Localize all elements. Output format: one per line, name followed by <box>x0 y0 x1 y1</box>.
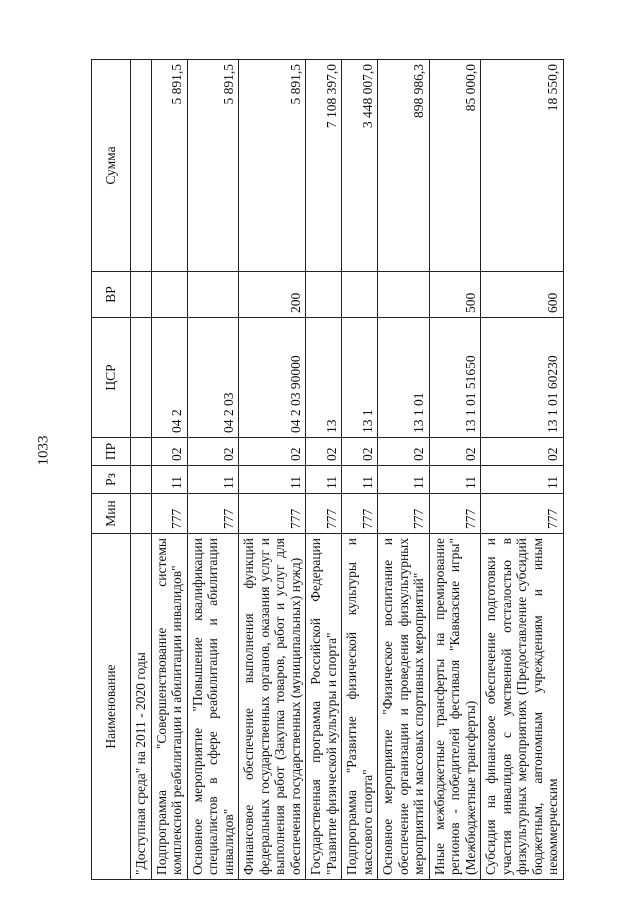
table-row <box>306 60 342 880</box>
row-vr <box>131 272 152 318</box>
row-pr: 02 <box>342 438 378 466</box>
row-csr <box>131 318 152 438</box>
row-sum <box>131 60 152 272</box>
row-rz: 11 <box>151 466 187 494</box>
row-pr <box>131 438 152 466</box>
row-rz: 11 <box>187 466 239 494</box>
row-rz: 11 <box>306 466 342 494</box>
budget-table <box>91 59 564 880</box>
row-sum: 5 891,5 <box>187 60 239 272</box>
table-row <box>239 60 306 880</box>
table-row <box>151 60 187 880</box>
row-rz: 11 <box>378 466 430 494</box>
header-min: Мин <box>92 494 131 534</box>
table-row <box>131 60 152 880</box>
table-row <box>378 60 430 880</box>
header-csr: ЦСР <box>92 318 131 438</box>
row-sum: 3 448 007,0 <box>342 60 378 272</box>
page-number: 1033 <box>35 435 52 466</box>
row-csr: 04 2 03 90000 <box>239 318 306 438</box>
row-vr <box>306 272 342 318</box>
row-pr: 02 <box>378 438 430 466</box>
row-csr: 13 1 01 <box>378 318 430 438</box>
row-vr: 200 <box>239 272 306 318</box>
row-rz <box>131 466 152 494</box>
row-name: Основное мероприятие "Физическое воспитание и обеспечение организации и проведения физкультурных мероприятий и массовых спортивных мероприятий" <box>378 534 430 880</box>
row-min: 777 <box>342 494 378 534</box>
row-pr: 02 <box>306 438 342 466</box>
row-vr <box>151 272 187 318</box>
row-csr: 13 1 <box>342 318 378 438</box>
row-name: Субсидия на финансовое обеспечение подготовки и участия инвалидов с умственной отсталостью в физкультурных мероприятиях (Предоставление субсидий бюджетным, автономным учреждениям и иным некоммерческим <box>481 534 564 880</box>
row-name: Финансовое обеспечение выполнения функций федеральных государственных органов, оказания услуг и выполнения работ (Закупка товаров, работ и услуг для обеспечения государственных (муниципальных) нужд) <box>239 534 306 880</box>
row-rz: 11 <box>429 466 481 494</box>
row-min: 777 <box>378 494 430 534</box>
row-name: "Доступная среда" на 2011 - 2020 годы <box>131 534 152 880</box>
row-csr: 04 2 <box>151 318 187 438</box>
row-pr: 02 <box>239 438 306 466</box>
row-min: 777 <box>481 494 564 534</box>
row-sum: 85 000,0 <box>429 60 481 272</box>
table-row <box>187 60 239 880</box>
row-vr: 600 <box>481 272 564 318</box>
row-vr <box>187 272 239 318</box>
row-sum: 7 108 397,0 <box>306 60 342 272</box>
row-min: 777 <box>239 494 306 534</box>
table-row <box>429 60 481 880</box>
row-sum: 18 550,0 <box>481 60 564 272</box>
row-name: Подпрограмма "Развитие физической культуры и массового спорта" <box>342 534 378 880</box>
row-csr: 13 1 01 51650 <box>429 318 481 438</box>
header-rz: Рз <box>92 466 131 494</box>
row-name: Государственная программа Российской Федерации "Развитие физической культуры и спорта" <box>306 534 342 880</box>
row-rz: 11 <box>239 466 306 494</box>
row-min <box>131 494 152 534</box>
row-name: Иные межбюджетные трансферты на премирование регионов - победителей фестиваля "Кавказские игры" (Межбюджетные трансферты) <box>429 534 481 880</box>
row-pr: 02 <box>187 438 239 466</box>
row-sum: 5 891,5 <box>239 60 306 272</box>
rotated-table-area <box>91 60 603 880</box>
row-sum: 898 986,3 <box>378 60 430 272</box>
row-rz: 11 <box>342 466 378 494</box>
row-pr: 02 <box>151 438 187 466</box>
row-min: 777 <box>429 494 481 534</box>
header-vr: ВР <box>92 272 131 318</box>
table-header-row <box>92 60 131 880</box>
row-csr: 13 1 01 60230 <box>481 318 564 438</box>
row-pr: 02 <box>429 438 481 466</box>
row-vr <box>342 272 378 318</box>
table-row <box>342 60 378 880</box>
row-vr <box>378 272 430 318</box>
row-min: 777 <box>306 494 342 534</box>
row-rz: 11 <box>481 466 564 494</box>
row-pr: 02 <box>481 438 564 466</box>
header-sum: Сумма <box>92 60 131 272</box>
row-min: 777 <box>151 494 187 534</box>
row-sum: 5 891,5 <box>151 60 187 272</box>
table-row <box>481 60 564 880</box>
row-name: Основное мероприятие "Повышение квалификации специалистов в сфере реабилитации и абилитации инвалидов" <box>187 534 239 880</box>
header-name: Наименование <box>92 534 131 880</box>
row-vr: 500 <box>429 272 481 318</box>
row-csr: 04 2 03 <box>187 318 239 438</box>
row-min: 777 <box>187 494 239 534</box>
row-name: Подпрограмма "Совершенствование системы комплексной реабилитации и абилитации инвалидов" <box>151 534 187 880</box>
header-pr: ПР <box>92 438 131 466</box>
row-csr: 13 <box>306 318 342 438</box>
